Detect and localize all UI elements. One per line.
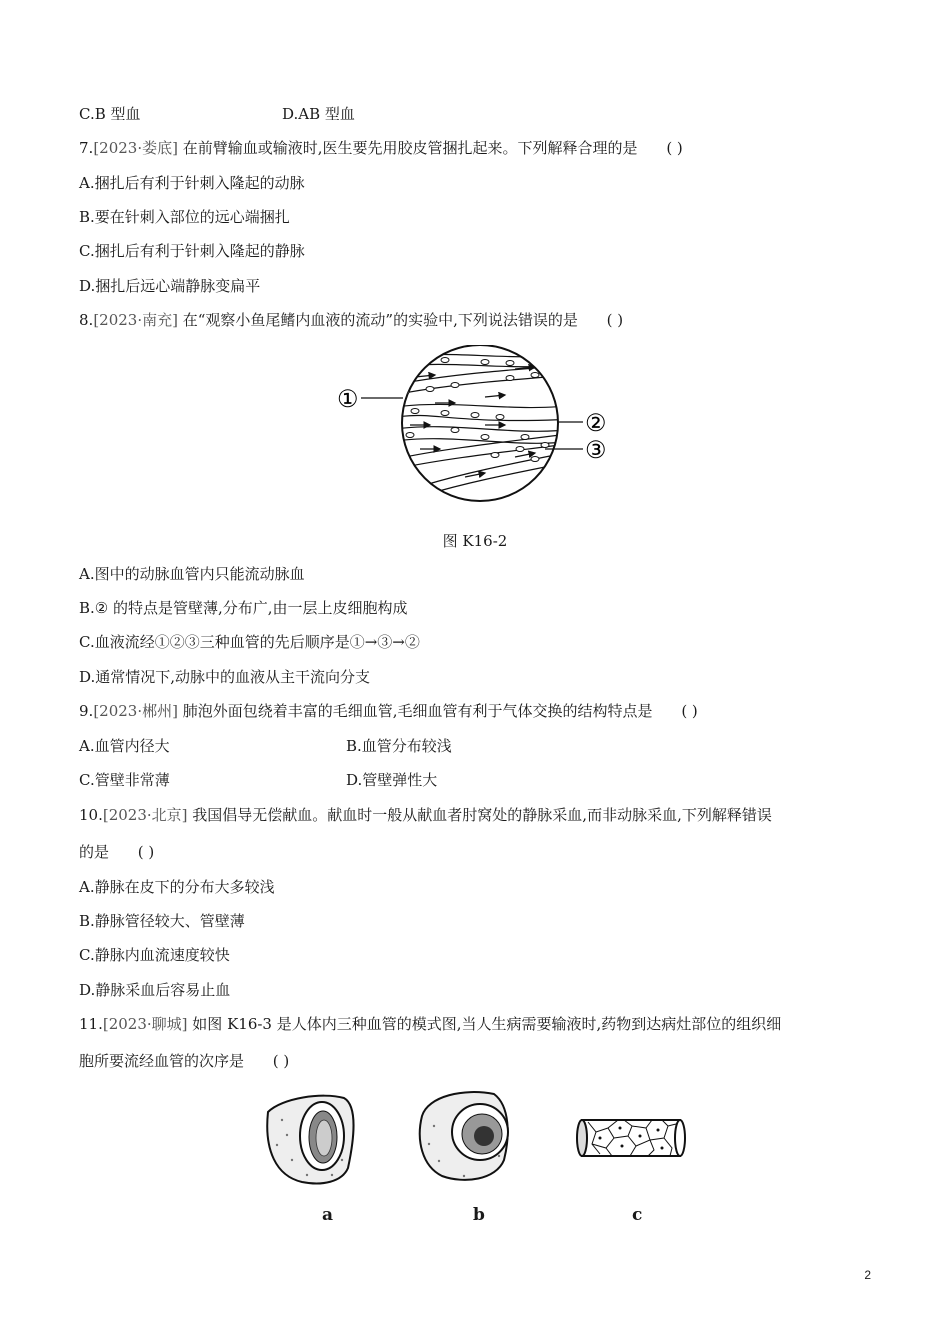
fish-tail-blood-flow-figure bbox=[335, 345, 625, 505]
q11-stem-cont bbox=[79, 1051, 289, 1071]
q7-stem bbox=[79, 138, 683, 158]
q10-answer-paren: ( ) bbox=[137, 843, 155, 861]
q8-answer-paren: ( ) bbox=[606, 311, 624, 329]
q8-text: 在“观察小鱼尾鳍内血液的流动”的实验中,下列说法错误的是 bbox=[182, 311, 578, 329]
q7-answer-paren: ( ) bbox=[666, 139, 683, 157]
q9-text: 肺泡外面包绕着丰富的毛细血管,毛细血管有利于气体交换的结构特点是 bbox=[182, 702, 653, 720]
page-number: 2 bbox=[864, 1268, 871, 1282]
q10-option-a: A.静脉在皮下的分布大多较浅 bbox=[79, 878, 275, 896]
q10-source: [2023·北京] bbox=[102, 806, 188, 824]
q7-source: [2023·娄底] bbox=[93, 139, 178, 157]
q8-option-b: B.② 的特点是管壁薄,分布广,由一层上皮细胞构成 bbox=[79, 599, 408, 617]
q7-option-b: B.要在针刺入部位的远心端捆扎 bbox=[79, 208, 290, 226]
q9-stem bbox=[79, 701, 698, 721]
q8-number: 8. bbox=[79, 311, 94, 329]
q7-option-d: D.捆扎后远心端静脉变扁平 bbox=[79, 277, 261, 295]
q8-stem bbox=[79, 310, 623, 330]
q10-option-c: C.静脉内血流速度较快 bbox=[79, 946, 230, 964]
q10-stem-cont bbox=[79, 842, 154, 862]
figure-label-b: b bbox=[473, 1205, 485, 1225]
q10-option-d: D.静脉采血后容易止血 bbox=[79, 981, 231, 999]
q8-source: [2023·南充] bbox=[93, 311, 178, 329]
q9-option-b: B.血管分布较浅 bbox=[346, 737, 452, 755]
q11-stem bbox=[79, 1014, 781, 1034]
figure-label-3: ③ bbox=[585, 436, 607, 464]
q11-text: 如图 K16-3 是人体内三种血管的模式图,当人生病需要输液时,药物到达病灶部位的组织细 bbox=[192, 1015, 782, 1033]
vessel-c-capillary-figure bbox=[574, 1114, 686, 1164]
figure-label-c: c bbox=[632, 1205, 643, 1225]
q9-option-c: C.管壁非常薄 bbox=[79, 771, 170, 789]
q10-text-cont: 的是 bbox=[79, 843, 110, 861]
q8-option-a: A.图中的动脉血管内只能流动脉血 bbox=[79, 565, 305, 583]
q9-option-a: A.血管内径大 bbox=[79, 737, 170, 755]
q11-answer-paren: ( ) bbox=[272, 1052, 290, 1070]
q6-option-c: C.B 型血 bbox=[79, 105, 141, 123]
figure-caption-k16-2: 图 K16-2 bbox=[442, 532, 508, 550]
q10-stem bbox=[79, 805, 772, 825]
q10-text: 我国倡导无偿献血。献血时一般从献血者肘窝处的静脉采血,而非动脉采血,下列解释错误 bbox=[192, 806, 772, 824]
vessel-a-artery-figure bbox=[262, 1090, 362, 1190]
q9-number: 9. bbox=[79, 702, 94, 720]
q8-option-d: D.通常情况下,动脉中的血液从主干流向分支 bbox=[79, 668, 371, 686]
q8-option-c: C.血液流经①②③三种血管的先后顺序是①→③→② bbox=[79, 633, 420, 651]
figure-label-a: a bbox=[322, 1205, 334, 1225]
figure-label-2: ② bbox=[585, 409, 607, 437]
q11-number: 11. bbox=[79, 1015, 103, 1033]
q7-option-a: A.捆扎后有利于针刺入隆起的动脉 bbox=[79, 174, 305, 192]
q9-option-d: D.管壁弹性大 bbox=[346, 771, 438, 789]
figure-label-1: ① bbox=[337, 385, 359, 413]
q7-option-c: C.捆扎后有利于针刺入隆起的静脉 bbox=[79, 242, 305, 260]
q11-text-cont: 胞所要流经血管的次序是 bbox=[79, 1052, 245, 1070]
q9-answer-paren: ( ) bbox=[681, 702, 698, 720]
q7-text: 在前臂输血或输液时,医生要先用胶皮管捆扎起来。下列解释合理的是 bbox=[182, 139, 638, 157]
q9-source: [2023·郴州] bbox=[93, 702, 178, 720]
vessel-b-vein-figure bbox=[414, 1086, 514, 1186]
q11-source: [2023·聊城] bbox=[102, 1015, 188, 1033]
q7-number: 7. bbox=[79, 139, 94, 157]
q10-number: 10. bbox=[79, 806, 103, 824]
q10-option-b: B.静脉管径较大、管壁薄 bbox=[79, 912, 245, 930]
q6-option-d: D.AB 型血 bbox=[282, 105, 355, 123]
